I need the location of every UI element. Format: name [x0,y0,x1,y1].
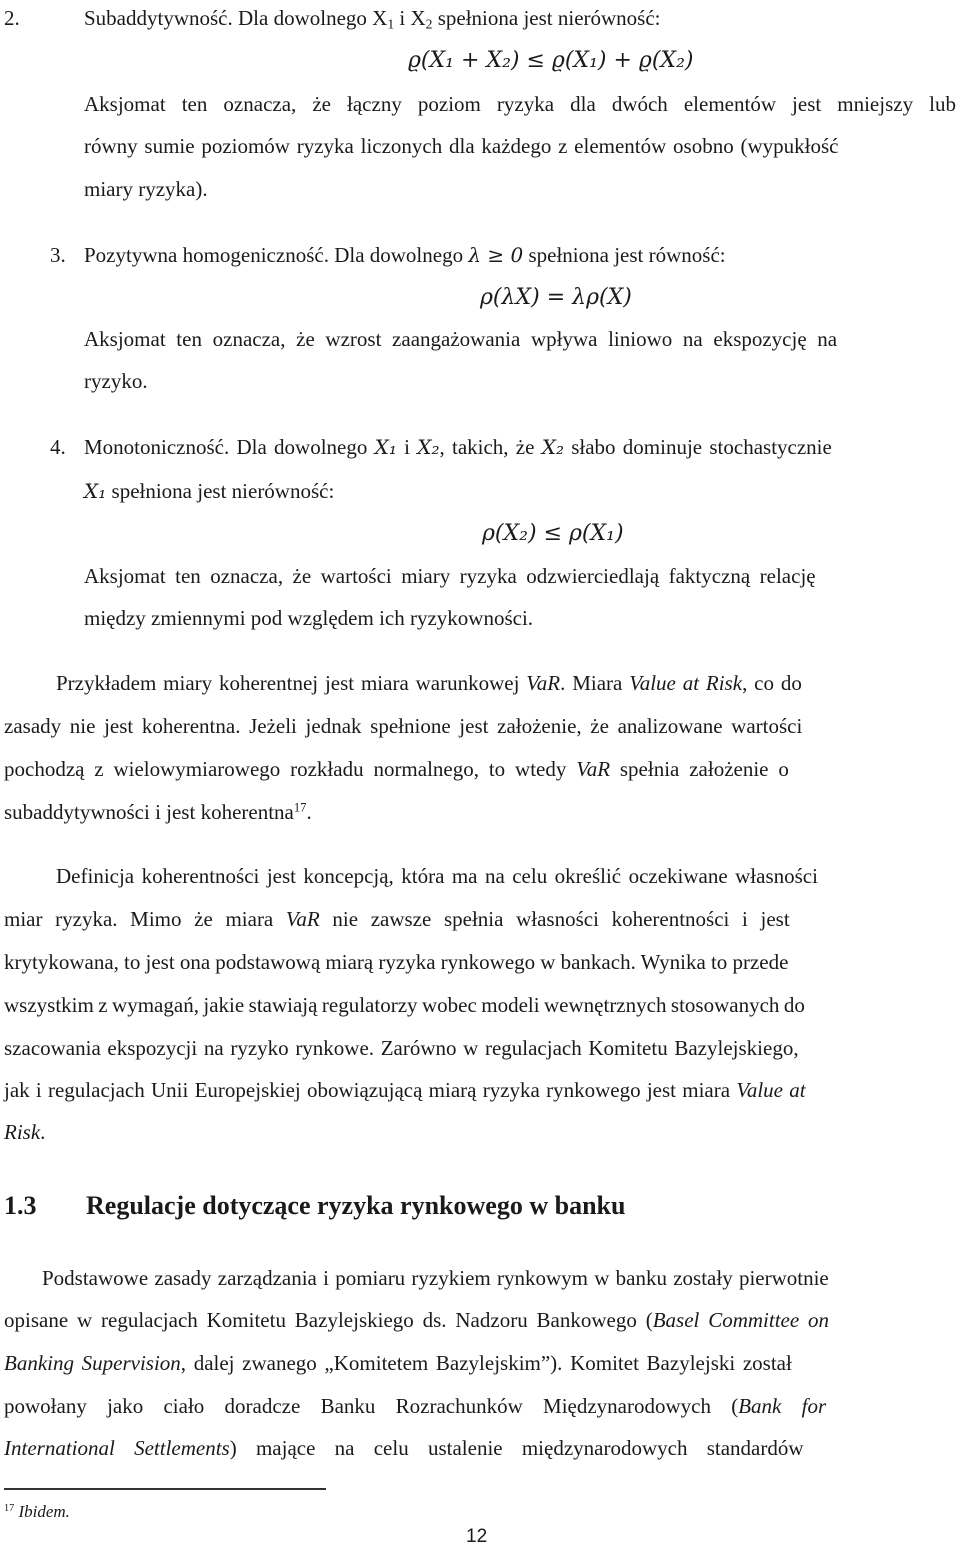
item-heading-text: , takich, że [439,435,535,459]
footnote-ref: 17 [293,800,307,815]
body-line: równy sumie poziomów ryzyka liczonych dla każdego z elementów osobno (wypukłość [84,134,839,158]
text-span: nie zawsze spełnia własności koherentności i jest [319,907,790,931]
math-symbol: X₂ [417,435,440,459]
paragraph-line [56,673,802,694]
word: poziom [417,92,481,116]
section-title: Regulacje dotyczące ryzyka rynkowego w banku [86,1191,626,1220]
item-heading-text: Monotoniczność. Dla dowolnego [84,435,368,459]
item-number: 3. [50,243,66,267]
item-heading [84,437,832,458]
italic-term: Value at Risk [629,671,743,695]
subscript: 2 [425,16,433,32]
word: ryzyka [496,92,555,116]
text-span: . Miara [560,671,630,695]
math-condition: λ ≥ 0 [468,243,524,267]
text-span: spełnia założenie o [610,757,789,781]
text-span: . [40,1120,46,1144]
text-span: , co do [742,671,802,695]
item-heading-text: spełniona jest nierówność: [432,6,661,30]
text-span: pochodzą z wielowymiarowego rozkładu normalnego, to wtedy [4,757,577,781]
text-span: opisane w regulacjach Komitetu Bazylejskiego ds. Nadzoru Bankowego ( [4,1308,653,1332]
paragraph-line: szacowania ekspozycji na ryzyko rynkowe. Zarówno w regulacjach Komitetu Bazylejskiego, [4,1036,799,1060]
formula-subadditivity: ϱ(X₁ + X₂) ≤ ϱ(X₁) + ϱ(X₂) [408,48,694,73]
italic-term: International Settlements [4,1436,230,1460]
item-heading-text: i [404,435,410,459]
paragraph-line [4,759,789,780]
footnote-mark: 17 [4,1502,15,1514]
paragraph-line: wszystkim z wymagań, jakie stawiają regulatorzy wobec modeli wewnętrznych stosowanych do [4,993,805,1017]
body-line: Aksjomat ten oznacza, że wartości miary ryzyka odzwierciedlają faktyczną relację [84,564,816,588]
text-span: powołany jako ciało doradcze Banku Rozrachunków Międzynarodowych ( [4,1394,739,1418]
paragraph-line [4,909,790,930]
item-number: 4. [50,435,66,459]
word: jest [792,92,822,116]
item-heading-text: Pozytywna homogeniczność. Dla dowolnego [84,243,464,267]
text-span: subaddytywności i jest koherentna [4,800,294,824]
paragraph-line: Definicja koherentności jest koncepcją, która ma na celu określić oczekiwane własności [56,864,818,888]
word: elementów [683,92,776,116]
paragraph-line: krytykowana, to jest ona podstawową miarą ryzyka rynkowego w bankach. Wynika to przede [4,950,789,974]
word: dla [570,92,596,116]
item-heading [84,6,661,32]
italic-term: Bank for [738,1394,827,1418]
math-symbol: X₁ [84,479,107,503]
text-span: jak i regulacjach Unii Europejskiej obowiązującą miarą ryzyka rynkowego jest miara [4,1078,737,1102]
italic-term: VaR [576,757,611,781]
word: dwóch [611,92,668,116]
item-heading-line2 [84,481,334,502]
body-line [84,94,956,115]
footnote [4,1502,70,1522]
item-heading-text: słabo dominuje stochastycznie [571,435,832,459]
text-span: miar ryzyka. Mimo że miara [4,907,286,931]
body-line: miary ryzyka). [84,177,208,201]
word: lub [929,92,956,116]
paragraph-line [4,1080,806,1101]
paragraph-line [4,802,312,823]
paragraph-line [4,1122,45,1143]
text-span: Przykładem miary koherentnej jest miara warunkowej [56,671,527,695]
italic-term: Value at [736,1078,806,1102]
word: Aksjomat [84,92,166,116]
italic-term: Basel Committee on [652,1308,830,1332]
paragraph-line: zasady nie jest koherentna. Jeżeli jednak spełnione jest założenie, że analizowane wartości [4,714,803,738]
word: łączny [347,92,402,116]
math-symbol: X₂ [541,435,564,459]
paragraph-line [4,1396,826,1417]
text-span: . [306,800,312,824]
word: ten [181,92,208,116]
formula-homogeneity: ρ(λX) = λρ(X) [480,285,632,310]
paragraph-line [4,1438,804,1459]
paragraph-line [4,1353,792,1374]
section-number: 1.3 [4,1191,37,1220]
math-symbol: X₁ [374,435,397,459]
item-heading-text: spełniona jest nierówność: [111,479,335,503]
item-heading-text: i X [394,6,426,30]
item-heading-text: Subaddytywność. Dla dowolnego X [84,6,388,30]
paragraph-line [4,1310,829,1331]
body-line: Aksjomat ten oznacza, że wzrost zaangażowania wpływa liniowo na ekspozycję na [84,327,838,351]
word: że [312,92,331,116]
page-number: 12 [466,1526,488,1547]
text-span: ) mające na celu ustalenie międzynarodowych standardów [229,1436,804,1460]
paragraph-line: Podstawowe zasady zarządzania i pomiaru ryzykiem rynkowym w banku zostały pierwotnie [42,1266,829,1290]
word: oznacza, [223,92,297,116]
item-heading [84,245,726,266]
subscript: 1 [387,16,395,32]
body-line: ryzyko. [84,369,148,393]
footnote-text: Ibidem. [18,1502,70,1521]
item-heading-text: spełniona jest równość: [528,243,726,267]
word: mniejszy [837,92,914,116]
text-span: , dalej zwanego „Komitetem Bazylejskim”). Komitet Bazylejski został [180,1351,792,1375]
formula-monotonicity: ρ(X₂) ≤ ρ(X₁) [482,521,624,546]
italic-term: VaR [285,907,320,931]
item-number: 2. [4,6,20,30]
italic-term: VaR [526,671,561,695]
footnote-divider [4,1488,326,1490]
body-line: między zmiennymi pod względem ich ryzykowności. [84,606,534,630]
italic-term: Risk [4,1120,41,1144]
italic-term: Banking Supervision [4,1351,181,1375]
